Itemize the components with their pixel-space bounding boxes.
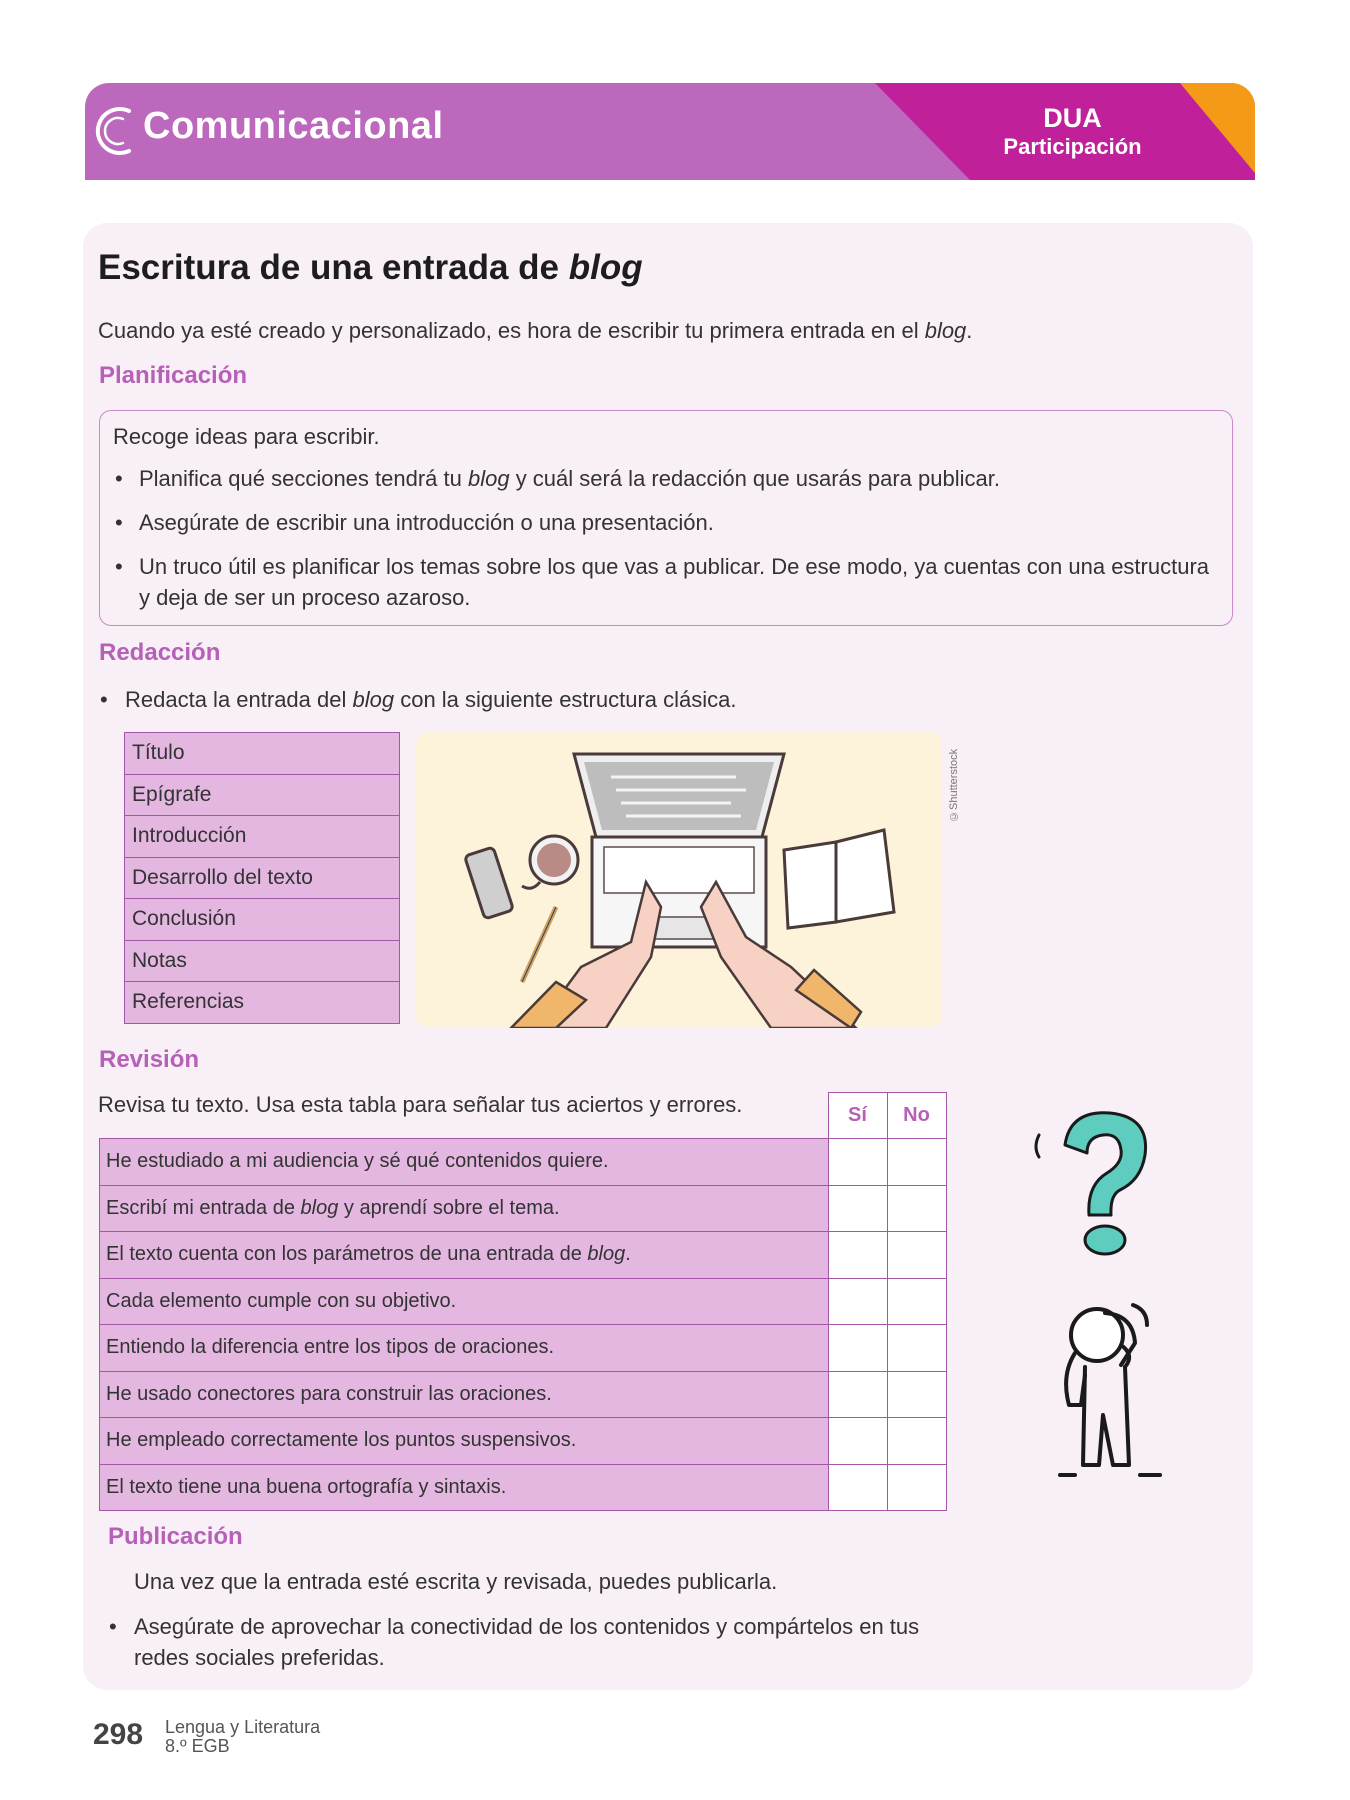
structure-item: Desarrollo del texto	[125, 857, 400, 899]
revision-checklist	[99, 1092, 947, 1511]
checkbox-no[interactable]	[887, 1232, 946, 1279]
dua-badge	[980, 103, 1165, 161]
checkbox-si[interactable]	[828, 1139, 887, 1186]
laptop-icon	[574, 754, 784, 947]
checkbox-si[interactable]	[828, 1325, 887, 1372]
open-book-icon	[784, 830, 894, 928]
footer-subject: Lengua y Literatura 8.º EGB	[165, 1717, 321, 1756]
checkbox-no[interactable]	[887, 1418, 946, 1465]
pencil-icon	[522, 907, 556, 982]
dua-sub: Participación	[1003, 134, 1142, 159]
checkbox-si[interactable]	[828, 1232, 887, 1279]
checkbox-no[interactable]	[887, 1278, 946, 1325]
checkbox-si[interactable]	[828, 1371, 887, 1418]
structure-item: Introducción	[125, 816, 400, 858]
thinking-person-icon	[1025, 1105, 1185, 1505]
checklist-row	[100, 1139, 947, 1186]
checklist-item: El texto tiene una buena ortografía y sintaxis.	[100, 1464, 829, 1511]
coffee-cup-icon	[522, 836, 578, 888]
comunicacional-c-icon	[85, 97, 133, 165]
plan-bullet-1: • Planifica qué secciones tendrá tu blog y cuál será la redacción que usarás para publicar.	[115, 466, 1000, 491]
phone-icon	[465, 847, 514, 919]
checklist-item: He empleado correctamente los puntos suspensivos.	[100, 1418, 829, 1465]
checklist-row	[100, 1418, 947, 1465]
checklist-item: Cada elemento cumple con su objetivo.	[100, 1278, 829, 1325]
checkbox-no[interactable]	[887, 1325, 946, 1372]
structure-item: Epígrafe	[125, 774, 400, 816]
heading-publicacion: Publicación	[108, 1523, 243, 1550]
publicacion-lead: Una vez que la entrada esté escrita y revisada, puedes publicarla.	[134, 1569, 778, 1594]
checkbox-no[interactable]	[887, 1185, 946, 1232]
checkbox-si[interactable]	[828, 1418, 887, 1465]
structure-table	[124, 732, 400, 1024]
checkbox-no[interactable]	[887, 1139, 946, 1186]
structure-item: Conclusión	[125, 899, 400, 941]
checklist-item: Entiendo la diferencia entre los tipos de oraciones.	[100, 1325, 829, 1372]
structure-item: Título	[125, 733, 400, 775]
checklist-row	[100, 1325, 947, 1372]
banner-title: Comunicacional	[143, 105, 444, 147]
checkbox-no[interactable]	[887, 1464, 946, 1511]
checklist-row	[100, 1278, 947, 1325]
checklist-item: He usado conectores para construir las oraciones.	[100, 1371, 829, 1418]
section-banner	[85, 83, 1255, 180]
laptop-illustration	[416, 732, 942, 1028]
planificacion-lead: Recoge ideas para escribir.	[113, 424, 380, 449]
checklist-item: He estudiado a mi audiencia y sé qué contenidos quiere.	[100, 1139, 829, 1186]
structure-item: Referencias	[125, 982, 400, 1024]
heading-redaccion: Redacción	[99, 639, 221, 666]
publicacion-bullet: • Asegúrate de aprovechar la conectividad de los contenidos y compártelos en tus redes sociales preferidas.	[109, 1614, 920, 1670]
checklist-row	[100, 1232, 947, 1279]
page-title: Escritura de una entrada de blog	[98, 248, 643, 287]
plan-bullet-2: • Asegúrate de escribir una introducción o una presentación.	[115, 510, 714, 535]
dua-label: DUA	[1043, 103, 1102, 133]
checklist-row	[100, 1464, 947, 1511]
checkbox-no[interactable]	[887, 1371, 946, 1418]
checklist-row	[100, 1185, 947, 1232]
col-no: No	[887, 1093, 946, 1139]
checklist-item: El texto cuenta con los parámetros de una entrada de blog.	[100, 1232, 829, 1279]
revision-lead: Revisa tu texto. Usa esta tabla para señalar tus aciertos y errores.	[98, 1092, 743, 1117]
redaccion-bullet: • Redacta la entrada del blog con la siguiente estructura clásica.	[100, 687, 737, 712]
structure-item: Notas	[125, 940, 400, 982]
checkbox-si[interactable]	[828, 1185, 887, 1232]
page-number: 298	[93, 1718, 144, 1751]
header-spacer	[100, 1093, 829, 1139]
intro-text: Cuando ya esté creado y personalizado, es hora de escribir tu primera entrada en el blog.	[98, 318, 973, 343]
checklist-item: Escribí mi entrada de blog y aprendí sobre el tema.	[100, 1185, 829, 1232]
plan-bullet-3: • Un truco útil es planificar los temas sobre los que vas a publicar. De ese modo, ya cuentas con una estructura y deja de ser un proceso azaroso.	[115, 554, 1210, 610]
image-credit: ©Shutterstock	[948, 748, 960, 822]
checkbox-si[interactable]	[828, 1278, 887, 1325]
question-mark-icon	[1036, 1113, 1146, 1254]
heading-revision: Revisión	[99, 1046, 200, 1073]
heading-planificacion: Planificación	[99, 362, 248, 389]
checklist-row	[100, 1371, 947, 1418]
col-si: Sí	[828, 1093, 887, 1139]
checkbox-si[interactable]	[828, 1464, 887, 1511]
